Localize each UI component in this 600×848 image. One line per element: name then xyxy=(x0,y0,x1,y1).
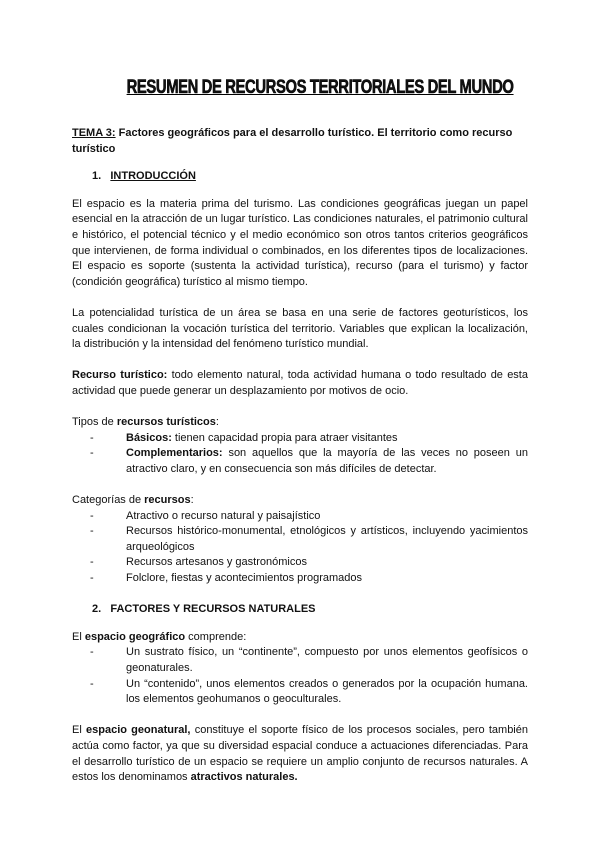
document-page xyxy=(72,76,528,801)
espacio-geografico xyxy=(72,630,528,708)
list-item: - Complementarios: son aquellos que la mayoría de las veces no poseen un atractivo claro, y en consecuencia son más difíciles de detectar. xyxy=(90,446,528,477)
document-title: RESUMEN DE RECURSOS TERRITORIALES DEL MUNDO xyxy=(126,77,514,98)
tema-heading: TEMA 3: Factores geográficos para el desarrollo turístico. El territorio como recurso turístico xyxy=(72,127,513,155)
list-item: - Un “contenido”, unos elementos creados o generados por la ocupación humana. los elementos geohumanos o geoculturales. xyxy=(90,677,528,708)
list-item: - Recursos artesanos y gastronómicos xyxy=(90,555,528,571)
paragraph-potencialidad: La potencialidad turística de un área se basa en una serie de factores geoturísticos, los cuales condicionan la vocación turística del territorio. Variables que explican la localización, la distribución y la intensidad del fenómeno turístico mundial. xyxy=(72,306,528,351)
list-item: - Un sustrato físico, un “continente”, compuesto por unos elementos geofísicos o geonaturales. xyxy=(90,645,528,676)
espacio-list xyxy=(72,645,528,707)
section-2-heading: 2. FACTORES Y RECURSOS NATURALES xyxy=(92,603,316,616)
section-1-heading: 1. INTRODUCCIÓN xyxy=(92,170,196,183)
paragraph-geonatural: El espacio geonatural, constituye el soporte físico de los procesos sociales, pero también actúa como factor, ya que su diversidad espacial conduce a actuaciones diferenciadas. Para el desarrollo turístico de un espacio se requiere un amplio conjunto de recursos naturales. A estos los denominamos atractivos naturales. xyxy=(72,724,528,784)
tipos-list xyxy=(72,431,528,478)
paragraph-intro: El espacio es la materia prima del turismo. Las condiciones geográficas juegan un papel esencial en la atracción de un lugar turístico. Las condiciones naturales, el patrimonio cultural e histórico, el potencial técnico y el medio económico son otros tantos criterios geográficos que intervienen, de forma individual o combinados, en los diferentes tipos de localizaciones. El espacio es soporte (sustenta la actividad turística), recurso (para el turismo) y factor (condición geográfica) turístico al mismo tiempo. xyxy=(72,197,528,288)
list-item: - Recursos histórico-monumental, etnológicos y artísticos, incluyendo yacimientos arqueológicos xyxy=(90,524,528,555)
categorias-list xyxy=(72,509,528,587)
espacio-intro: El espacio geográfico comprende: xyxy=(72,630,247,643)
categorias-intro: Categorías de recursos: xyxy=(72,494,194,507)
list-item: - Folclore, fiestas y acontecimientos programados xyxy=(90,571,528,587)
list-item: - Atractivo o recurso natural y paisajístico xyxy=(90,509,528,525)
paragraph-recurso-turistico: Recurso turístico: todo elemento natural, toda actividad humana o todo resultado de esta actividad que puede generar un desplazamiento por motivos de ocio. xyxy=(72,369,528,397)
categorias-recursos xyxy=(72,493,528,587)
tipos-intro: Tipos de recursos turísticos: xyxy=(72,416,219,429)
tipos-recursos xyxy=(72,415,528,477)
list-item: - Básicos: tienen capacidad propia para atraer visitantes xyxy=(90,431,528,447)
